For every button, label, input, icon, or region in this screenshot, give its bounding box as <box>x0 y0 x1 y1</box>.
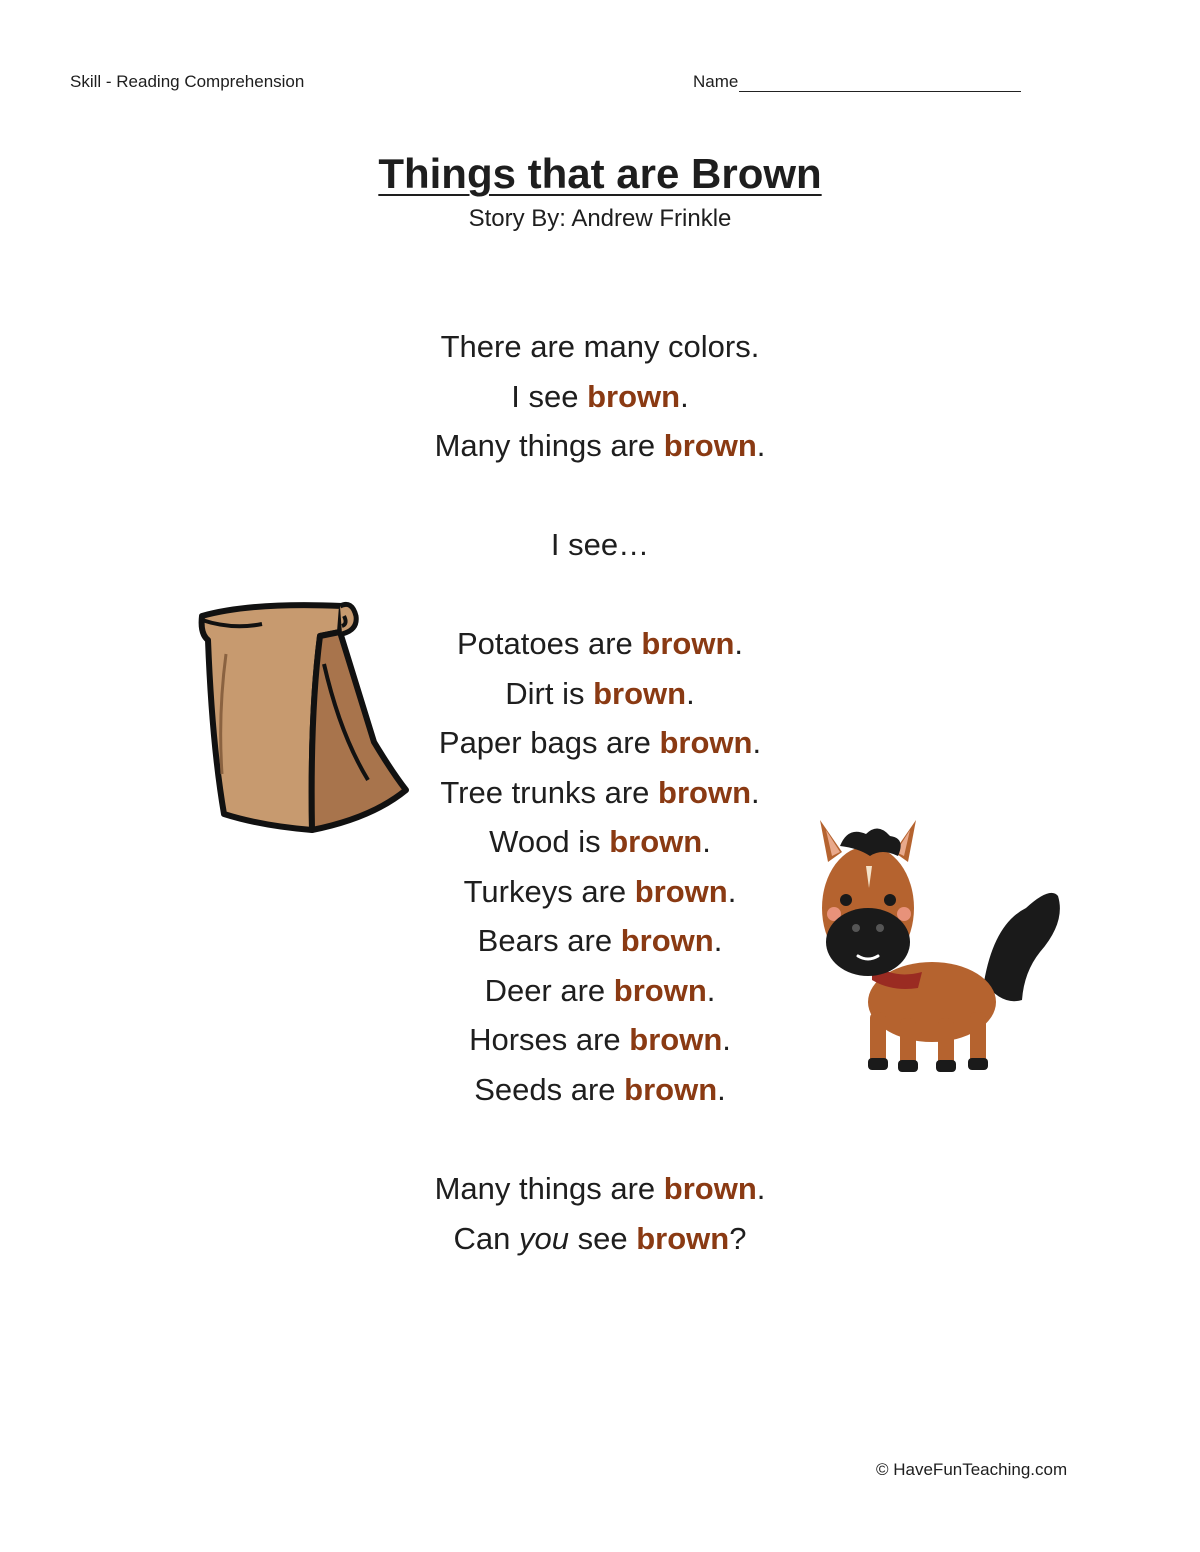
name-field[interactable] <box>693 72 1021 92</box>
story-line: I see brown. <box>511 378 689 414</box>
list-item: Seeds are brown. <box>474 1071 726 1107</box>
copyright-footer: © HaveFunTeaching.com <box>876 1460 1068 1479</box>
name-blank-line[interactable] <box>739 73 1021 92</box>
byline: Story By: Andrew Frinkle <box>468 205 732 232</box>
highlight-word: brown <box>634 873 728 909</box>
highlight-word: brown <box>659 725 753 760</box>
list-item: Potatoes are brown. <box>456 626 744 661</box>
highlight-word: brown <box>593 675 687 711</box>
story-line: Many things are brown. <box>434 428 766 463</box>
highlight-word: brown <box>587 378 681 414</box>
story-line: There are many colors. <box>440 329 760 364</box>
list-item: Wood is brown. <box>489 824 711 859</box>
list-item: Bears are brown. <box>477 923 723 958</box>
list-item: Paper bags are brown. <box>438 725 762 760</box>
highlight-word: brown <box>620 923 714 958</box>
highlight-word: brown <box>641 626 735 661</box>
stanza-closing <box>0 1164 1200 1263</box>
title-text: Things that are Brown <box>378 150 822 197</box>
stanza-intro <box>0 322 1200 471</box>
highlight-word: brown <box>663 1171 757 1206</box>
list-item: Turkeys are brown. <box>463 873 737 909</box>
highlight-word: brown <box>609 824 703 859</box>
skill-label: Skill - Reading Comprehension <box>70 72 305 91</box>
highlight-word: brown <box>658 774 752 810</box>
emphasis-word: you <box>519 1220 569 1256</box>
list-item: Dirt is brown. <box>505 675 695 711</box>
list-item: Deer are brown. <box>484 972 716 1008</box>
page-title <box>0 150 1200 198</box>
story-line: Can you see brown? <box>453 1220 747 1256</box>
highlight-word: brown <box>663 428 757 463</box>
highlight-word: brown <box>636 1220 730 1256</box>
highlight-word: brown <box>629 1022 723 1057</box>
list-item: Horses are brown. <box>469 1022 731 1057</box>
name-label: Name <box>693 72 739 91</box>
list-item: Tree trunks are brown. <box>440 774 760 810</box>
story-line: Many things are brown. <box>434 1171 766 1206</box>
stanza-i-see <box>0 520 1200 570</box>
horse-icon <box>812 812 1072 1080</box>
highlight-word: brown <box>624 1071 718 1107</box>
paper-bag-icon <box>192 594 418 838</box>
highlight-word: brown <box>613 972 707 1008</box>
story-line: I see… <box>550 527 650 562</box>
